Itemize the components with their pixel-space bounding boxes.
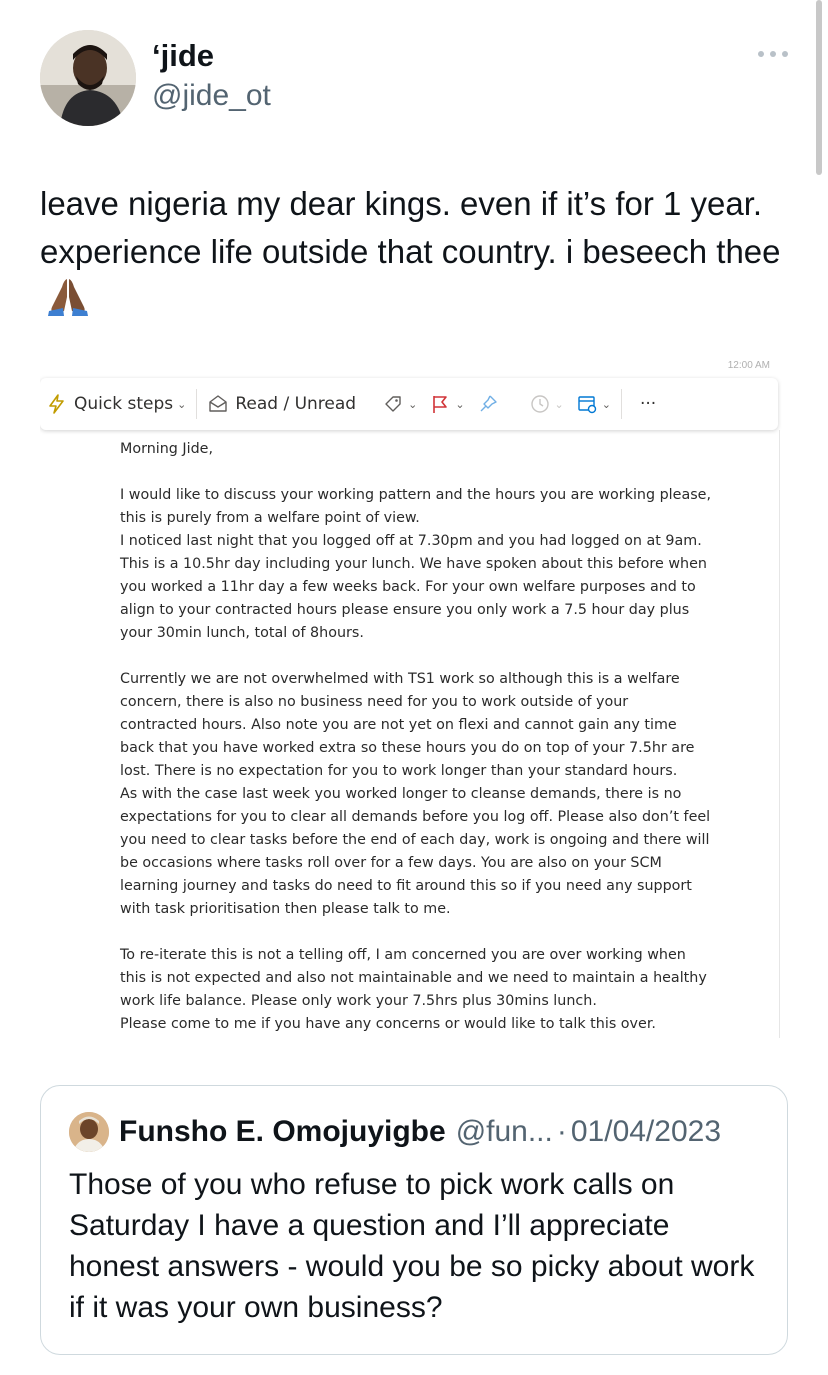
email-line: your 30min lunch, total of 8hours. (120, 625, 364, 641)
quoted-tweet[interactable] (40, 1085, 788, 1355)
author-avatar[interactable] (40, 30, 136, 126)
quoted-tweet-text: Those of you who refuse to pick work calls on Saturday I have a question and I’ll appreciate honest answers - would you be so picky about work if it was your own business? (69, 1168, 755, 1324)
email-line: Currently we are not overwhelmed with TS1 work so although this is a welfare (120, 671, 680, 687)
email-line: be occasions where tasks roll over for a few days. You are also on your SCM (120, 855, 662, 871)
categorize-button[interactable] (376, 384, 423, 424)
rules-button[interactable] (570, 384, 617, 424)
quoted-author-avatar[interactable] (69, 1112, 109, 1152)
email-line: I noticed last night that you logged off at 7.30pm and you had logged on at 9am. (120, 533, 702, 549)
email-line: I would like to discuss your working pattern and the hours you are working please, (120, 487, 711, 503)
email-paragraph (120, 484, 770, 645)
author-names (152, 38, 271, 114)
folded-hands-icon (46, 277, 90, 317)
quoted-author-name[interactable]: Funsho E. Omojuyigbe (119, 1115, 446, 1148)
email-line: Please come to me if you have any concerns or would like to talk this over. (120, 1016, 656, 1032)
email-greeting: Morning Jide, (120, 441, 214, 457)
author-handle[interactable]: @jide_ot (152, 79, 271, 112)
flag-icon (429, 393, 451, 415)
dot-icon (782, 51, 788, 57)
email-line: you worked a 11hr day a few weeks back. For your own welfare purposes and to (120, 579, 696, 595)
lightning-icon (46, 393, 68, 415)
email-line: expectations for you to clear all demands before you log off. Please also don’t feel (120, 809, 711, 825)
author-display-name[interactable]: ‘jide (152, 38, 215, 73)
email-screenshot (40, 360, 788, 1038)
email-line: To re-iterate this is not a telling off, I am concerned you are over working when (120, 947, 686, 963)
page-scrollbar[interactable] (816, 0, 822, 175)
email-line: back that you have worked extra so these hours you do on top of your 7.5hr are (120, 740, 695, 756)
email-line: work life balance. Please only work your 7.5hrs plus 30mins lunch. (120, 993, 597, 1009)
tweet-body: leave nigeria my dear kings. even if it’s for 1 year. experience life outside that country. i beseech thee (40, 185, 781, 270)
more-actions-button[interactable] (634, 384, 662, 424)
email-time: 12:00 AM (727, 360, 770, 370)
pin-icon (477, 393, 499, 415)
dot-icon (758, 51, 764, 57)
flag-button[interactable] (423, 384, 470, 424)
email-line: This is a 10.5hr day including your lunch. We have spoken about this before when (120, 556, 707, 572)
tweet-header (40, 30, 800, 126)
email-line: this is purely from a welfare point of view. (120, 510, 420, 526)
chevron-down-icon: ⌄ (601, 397, 611, 411)
quick-steps-button[interactable] (40, 384, 192, 424)
quoted-tweet-header (69, 1112, 759, 1152)
chevron-down-icon: ⌄ (554, 397, 564, 411)
email-line: lost. There is no expectation for you to work longer than your standard hours. (120, 763, 678, 779)
envelope-open-icon (207, 393, 229, 415)
tag-icon (382, 393, 404, 415)
chevron-down-icon: ⌄ (177, 397, 187, 411)
quick-steps-label: Quick steps (74, 394, 174, 414)
email-line: you need to clear tasks before the end of each day, work is ongoing and there will (120, 832, 710, 848)
email-paragraph (120, 944, 770, 1036)
read-unread-label: Read / Unread (235, 394, 357, 414)
chevron-down-icon: ⌄ (455, 397, 465, 411)
email-line: this is not expected and also not maintainable and we need to maintain a healthy (120, 970, 707, 986)
more-options-icon[interactable] (758, 44, 788, 64)
separator-dot: · (556, 1115, 567, 1148)
toolbar-divider (621, 389, 622, 419)
toolbar-divider (196, 389, 197, 419)
email-body (120, 438, 770, 1036)
email-line: learning journey and tasks do need to fit around this so if you need any support (120, 878, 692, 894)
quoted-tweet-date[interactable]: 01/04/2023 (570, 1115, 722, 1148)
quoted-author-handle[interactable]: @fun... (455, 1115, 553, 1148)
email-line: As with the case last week you worked longer to cleanse demands, there is no (120, 786, 682, 802)
rules-icon (576, 393, 598, 415)
clock-icon (529, 393, 551, 415)
email-line: align to your contracted hours please ensure you only work a 7.5 hour day plus (120, 602, 690, 618)
dot-icon (770, 51, 776, 57)
more-actions-label: ··· (639, 394, 657, 414)
email-paragraph (120, 668, 770, 921)
email-toolbar (40, 378, 778, 430)
email-line: with task prioritisation then please talk to me. (120, 901, 451, 917)
email-line: concern, there is also no business need for you to work outside of your (120, 694, 629, 710)
snooze-button[interactable] (523, 384, 570, 424)
tweet-text (40, 180, 790, 324)
chevron-down-icon: ⌄ (408, 397, 418, 411)
pin-button[interactable] (471, 384, 505, 424)
email-divider (779, 430, 780, 1038)
email-line: contracted hours. Also note you are not yet on flexi and cannot gain any time (120, 717, 677, 733)
read-unread-button[interactable] (201, 384, 362, 424)
